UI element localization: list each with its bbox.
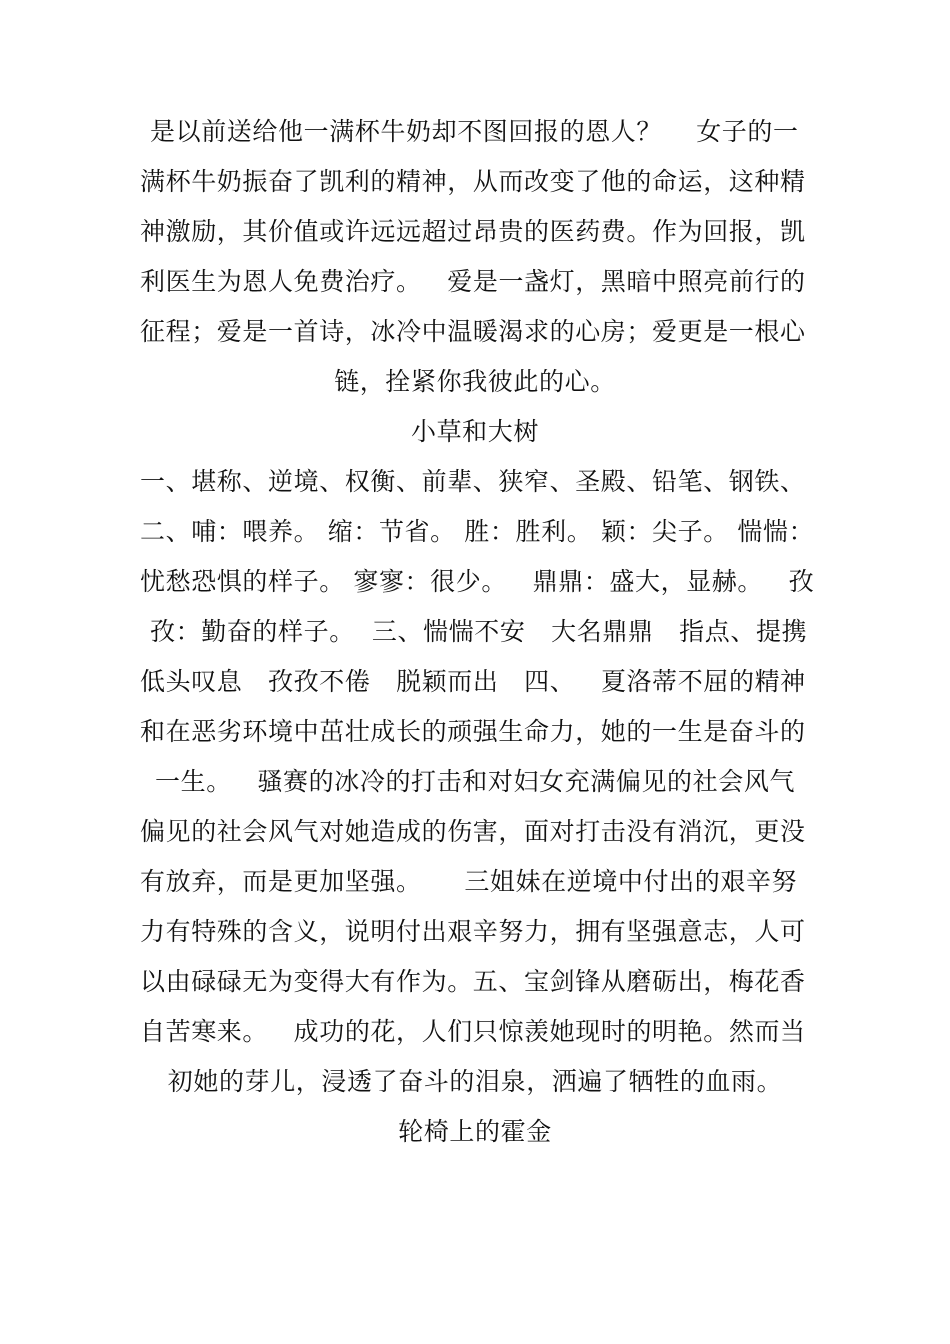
text-line-1: 是以前送给他一满杯牛奶却不图回报的恩人？ 女子的一 [150, 117, 799, 146]
text-line-2: 满杯牛奶振奋了凯利的精神，从而改变了他的命运，这种精 [140, 167, 806, 196]
text-line-20: 初她的芽儿，浸透了奋斗的泪泉，洒遍了牺牲的血雨。 [167, 1067, 783, 1096]
text-line-13: 和在恶劣环境中茁壮成长的顽强生命力，她的一生是奋斗的 [140, 717, 806, 746]
text-line-14: 一生。 骚赛的冰冷的打击和对妇女充满偏见的社会风气 [155, 767, 796, 796]
text-line-11: 孜：勤奋的样子。 三、惴惴不安 大名鼎鼎 指点、提携 [150, 617, 808, 646]
text-line-3: 神激励，其价值或许远远超过昂贵的医药费。作为回报，凯 [140, 217, 806, 246]
text-line-16: 有放弃，而是更加坚强。 三姐妹在逆境中付出的艰辛努 [140, 867, 798, 896]
text-line-15: 偏见的社会风气对她造成的伤害，面对打击没有消沉，更没 [140, 817, 806, 846]
text-line-17: 力有特殊的含义，说明付出艰辛努力，拥有坚强意志，人可 [140, 917, 806, 946]
section-heading-grass-and-tree: 小草和大树 [410, 417, 539, 446]
text-line-9: 二、哺：喂养。 缩：节省。 胜：胜利。 颖：尖子。 惴惴： [140, 517, 815, 546]
text-line-5: 征程；爱是一首诗，冰冷中温暖渴求的心房；爱更是一根心 [140, 317, 806, 346]
text-line-18: 以由碌碌无为变得大有作为。五、宝剑锋从磨砺出，梅花香 [140, 967, 806, 996]
text-line-6: 链，拴紧你我彼此的心。 [334, 367, 616, 396]
text-line-12: 低头叹息 孜孜不倦 脱颖而出 四、 夏洛蒂不屈的精神 [140, 667, 806, 696]
text-line-4: 利医生为恩人免费治疗。 爱是一盏灯，黑暗中照亮前行的 [140, 267, 806, 296]
section-heading-hawking: 轮椅上的霍金 [398, 1117, 552, 1146]
text-line-19: 自苦寒来。 成功的花，人们只惊羡她现时的明艳。然而当 [140, 1017, 806, 1046]
text-line-10: 忧愁恐惧的样子。 寥寥：很少。 鼎鼎：盛大，显赫。 孜 [140, 567, 815, 596]
text-line-8: 一、堪称、逆境、权衡、前辈、狭窄、圣殿、铅笔、钢铁、 [140, 467, 806, 496]
